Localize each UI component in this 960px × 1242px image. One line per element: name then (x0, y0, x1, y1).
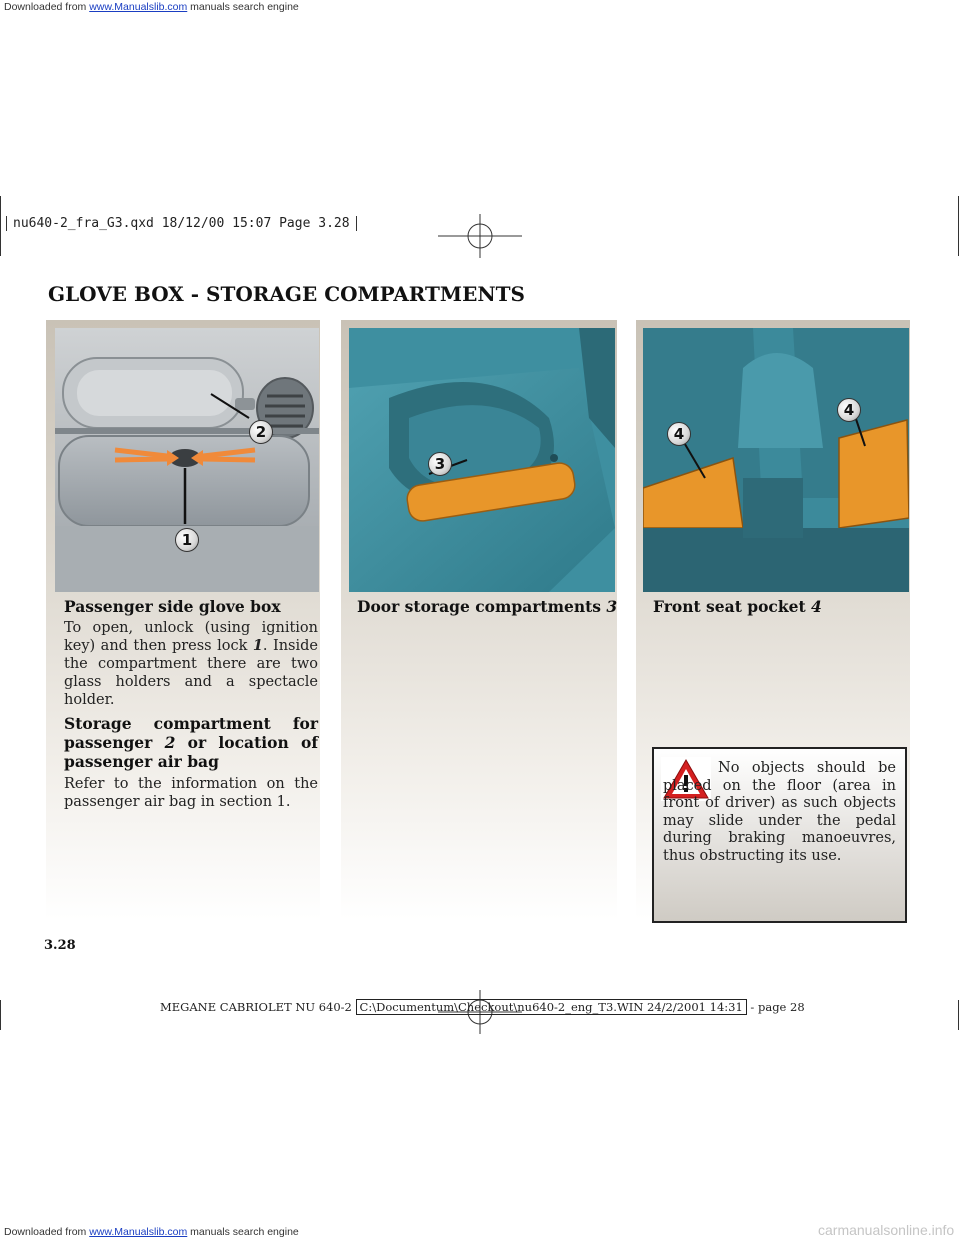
page-title: GLOVE BOX - STORAGE COMPARTMENTS (48, 282, 525, 306)
glove-box-illustration (55, 328, 319, 592)
registration-mark-icon (438, 214, 522, 258)
page-number: 3.28 (44, 938, 76, 953)
warning-text (663, 760, 896, 865)
glove-box-photo (55, 328, 319, 592)
download-banner (4, 1, 299, 13)
glove-box-heading: Passenger side glove box (64, 597, 281, 616)
callout-4-left: 4 (667, 422, 691, 446)
door-illustration (349, 328, 615, 592)
download-suffix: manuals search engine (187, 1226, 299, 1238)
banner-prefix: Downloaded from (4, 1, 90, 13)
watermark-text: carmanualsonline.info (818, 1222, 955, 1238)
glove-box-text-b: . Inside the compartment there are two glass holders and a spectacle holder. (64, 638, 318, 708)
storage-compartment-heading (64, 714, 318, 771)
seat-ref: 4 (811, 597, 822, 616)
seat-pocket-photo (643, 328, 909, 592)
storage-heading-a: Storage compartment for passenger (64, 714, 318, 752)
glove-box-text (64, 619, 318, 709)
manualslib-link-bottom[interactable]: www.Manualslib.com (89, 1226, 188, 1238)
storage-heading-b: or location of passenger air bag (64, 733, 318, 771)
door-storage-heading (357, 597, 617, 616)
footer-prefix: MEGANE CABRIOLET NU 640-2 (160, 1000, 356, 1014)
crop-mark (0, 1000, 1, 1030)
callout-1: 1 (175, 528, 199, 552)
seats-illustration (643, 328, 909, 592)
footer-suffix: - page 28 (746, 1000, 805, 1014)
manualslib-link[interactable]: www.Manualslib.com (89, 1, 188, 13)
seat-pocket-heading (653, 597, 822, 616)
banner-suffix: manuals search engine (187, 1, 299, 13)
door-heading-text: Door storage compartments (357, 597, 607, 616)
door-ref: 3 (606, 597, 618, 616)
download-footer (4, 1226, 299, 1238)
lock-ref: 1 (252, 637, 263, 654)
footer-line (160, 1000, 805, 1014)
callout-2: 2 (249, 420, 273, 444)
crop-mark (958, 196, 959, 256)
storage-compartment-text: Refer to the information on the passenger air bag in section 1. (64, 776, 318, 810)
door-storage-photo (349, 328, 615, 592)
crop-mark (0, 196, 1, 256)
callout-3: 3 (428, 452, 452, 476)
glove-box-text-a: To open, unlock (using ignition key) and then press lock (64, 620, 318, 654)
slug-line: nu640-2_fra_G3.qxd 18/12/00 15:07 Page 3.28 (6, 216, 357, 231)
download-prefix: Downloaded from (4, 1226, 90, 1238)
storage-ref: 2 (164, 733, 176, 752)
callout-4-right: 4 (837, 398, 861, 422)
seat-heading-text: Front seat pocket (653, 597, 812, 616)
warning-body: No objects should be placed on the floor (area in front of driver) as such objects may slide under the pedal during braking manoeuvres, thus obstructing its use. (663, 760, 896, 864)
crop-mark (958, 1000, 959, 1030)
footer-path: C:\Documentum\Checkout\nu640-2_eng_T3.WIN 24/2/2001 14:31 (356, 999, 747, 1015)
